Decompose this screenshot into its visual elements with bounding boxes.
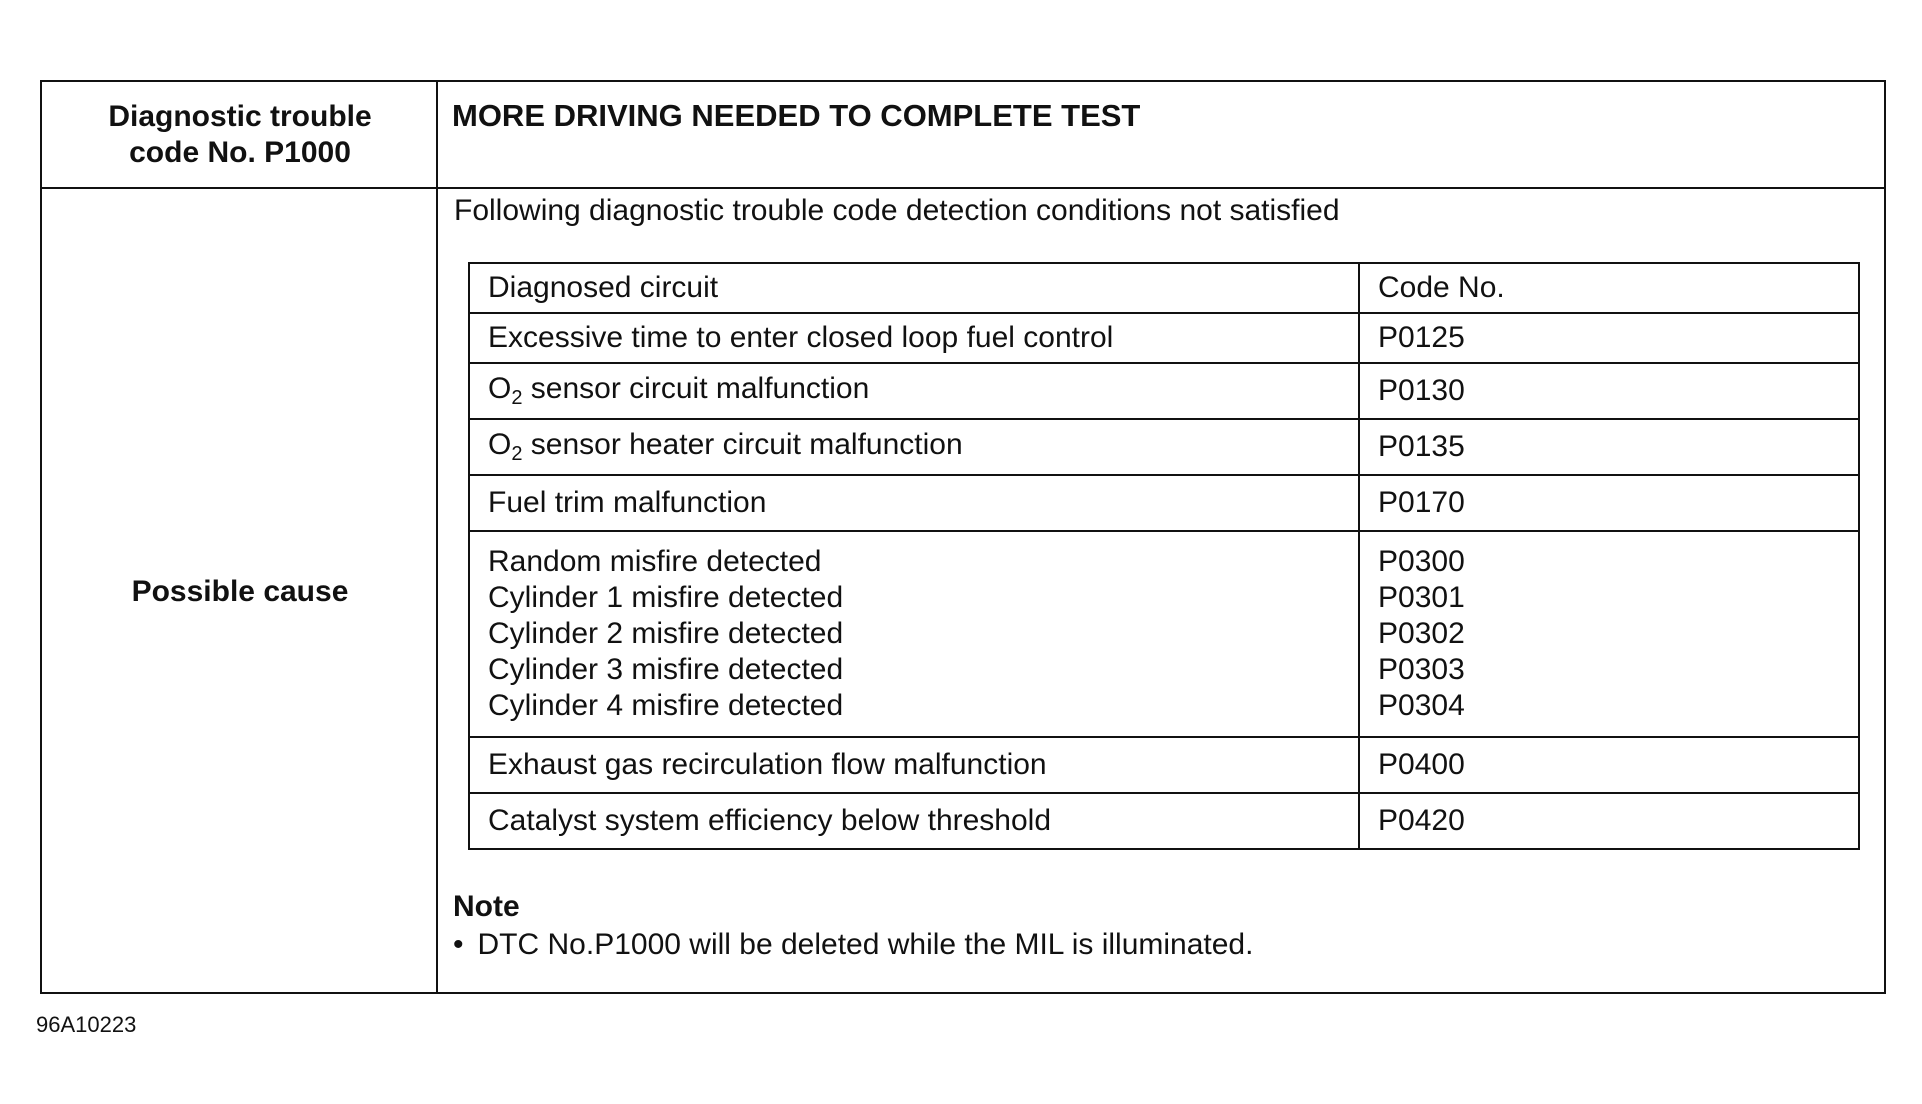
bullet-icon: • [453,928,464,961]
dtc-table [40,80,1886,994]
circuit-prefix: O [488,428,512,461]
misfire-line: Cylinder 3 misfire detected [488,653,844,686]
conditions-intro: Following diagnostic trouble code detection conditions not satisfied [454,194,1340,227]
note-item [453,928,1253,962]
table-row [469,363,1859,419]
table-row [469,475,1859,531]
misfire-code: P0301 [1378,581,1465,614]
dtc-code-label [42,82,438,187]
code-cell: P0400 [1359,737,1859,793]
circuit-cell: Fuel trim malfunction [469,475,1359,531]
table-row [469,419,1859,475]
misfire-code: P0300 [1378,545,1465,578]
misfire-line: Random misfire detected [488,545,822,578]
circuit-rest: sensor circuit malfunction [522,372,870,405]
code-cell: P0420 [1359,793,1859,849]
circuit-cell: Excessive time to enter closed loop fuel control [469,313,1359,363]
circuit-prefix: O [488,372,512,405]
dtc-code-label-line1: Diagnostic trouble [108,99,372,133]
figure-code: 96A10223 [36,1012,137,1037]
table-header-row [469,263,1859,313]
code-cell [1359,531,1859,737]
code-cell: P0125 [1359,313,1859,363]
misfire-line: Cylinder 4 misfire detected [488,689,844,722]
table-row [469,793,1859,849]
code-cell: P0135 [1359,419,1859,475]
note-text: DTC No.P1000 will be deleted while the MIL is illuminated. [477,928,1254,961]
note-title: Note [453,890,520,923]
circuit-cell [469,363,1359,419]
circuit-subscript: 2 [511,443,523,465]
dtc-code-label-line2: code No. P1000 [129,135,351,169]
misfire-code: P0302 [1378,617,1465,650]
circuit-cell [469,419,1359,475]
misfire-code: P0304 [1378,689,1465,722]
circuit-cell: Catalyst system efficiency below threshold [469,793,1359,849]
misfire-code: P0303 [1378,653,1465,686]
table-row [469,737,1859,793]
circuit-subscript: 2 [511,387,523,409]
possible-cause-label: Possible cause [131,574,349,608]
table-row-misfire [469,531,1859,737]
circuit-rest: sensor heater circuit malfunction [522,428,963,461]
circuit-cell: Exhaust gas recirculation flow malfunction [469,737,1359,793]
dtc-title: MORE DRIVING NEEDED TO COMPLETE TEST [452,98,1141,133]
misfire-line: Cylinder 1 misfire detected [488,581,844,614]
misfire-line: Cylinder 2 misfire detected [488,617,844,650]
diagnosed-circuits-table [468,262,1860,850]
table-row [469,313,1859,363]
circuit-cell [469,531,1359,737]
code-cell: P0130 [1359,363,1859,419]
column-header-code: Code No. [1359,263,1859,313]
code-cell: P0170 [1359,475,1859,531]
column-header-circuit: Diagnosed circuit [469,263,1359,313]
